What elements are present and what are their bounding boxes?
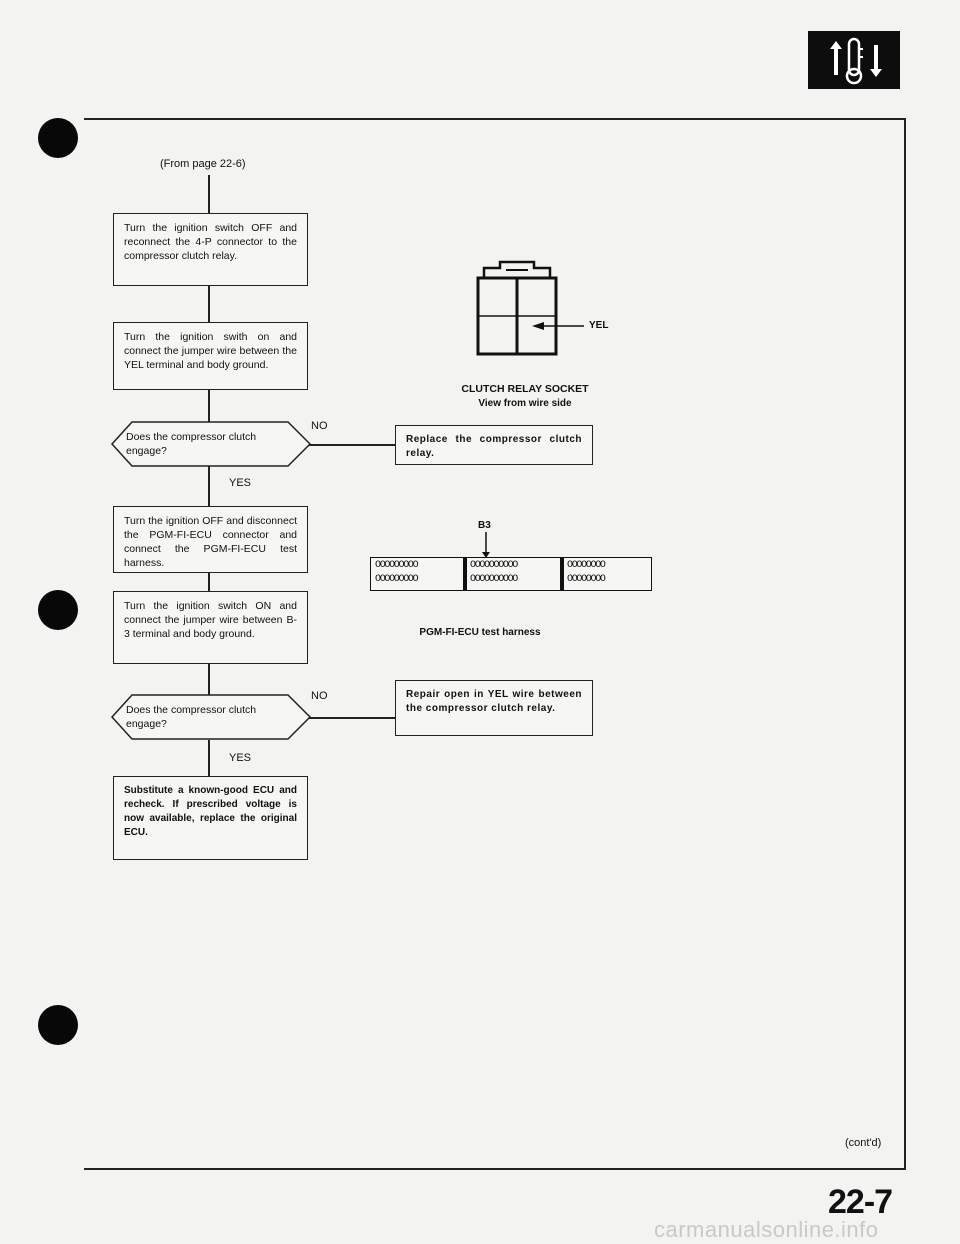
terminal-pointer xyxy=(480,532,492,558)
relay-socket-caption-sub: View from wire side xyxy=(478,398,572,409)
watermark: carmanualsonline.info xyxy=(654,1217,879,1242)
connector xyxy=(208,664,210,695)
pin-group: OOOOOOOOOO xyxy=(470,560,518,571)
punch-hole-top xyxy=(38,118,78,158)
frame-bottom-rule xyxy=(84,1168,906,1170)
pin-group: OOOOOOOOO xyxy=(375,574,418,585)
pin-group: OOOOOOOOO xyxy=(375,560,418,571)
connector xyxy=(208,466,210,506)
connector xyxy=(208,175,210,213)
wire-label-yel: YEL xyxy=(589,320,609,331)
relay-socket-caption: CLUTCH RELAY SOCKET xyxy=(461,383,589,395)
frame-right-rule xyxy=(904,118,906,1168)
no-label: NO xyxy=(311,420,328,432)
yes-label: YES xyxy=(229,752,252,764)
terminal-label-b3: B3 xyxy=(478,520,491,531)
connector xyxy=(208,286,210,322)
clutch-relay-socket-diagram xyxy=(470,258,610,358)
action-box: Replace the compressor clutch relay. xyxy=(395,425,593,465)
step-box: Turn the ignition swith on and connect the jumper wire between the YEL terminal and body ground. xyxy=(113,322,308,390)
decision-text: Does the compressor clutch engage? xyxy=(126,431,257,457)
continued-note: (cont'd) xyxy=(845,1137,882,1149)
pin-group: OOOOOOOO xyxy=(567,574,605,585)
page-number: 22-7 xyxy=(828,1183,893,1221)
pin-row xyxy=(371,574,651,588)
pin-group: OOOOOOOOOO xyxy=(470,574,518,585)
decision-text: Does the compressor clutch engage? xyxy=(126,704,257,730)
frame-top-rule xyxy=(84,118,906,120)
pin-group: OOOOOOOO xyxy=(567,560,605,571)
thermometer-arrows-icon xyxy=(808,31,900,89)
step-box: Turn the ignition switch OFF and reconnect the 4-P connector to the compressor clutch relay. xyxy=(113,213,308,286)
pin-row xyxy=(371,560,651,574)
ecu-test-harness-connector xyxy=(370,557,652,591)
step-box: Turn the ignition OFF and disconnect the PGM-FI-ECU connector and connect the PGM-FI-ECU test harness. xyxy=(113,506,308,573)
connector xyxy=(308,444,395,446)
no-label: NO xyxy=(311,690,328,702)
connector xyxy=(208,740,210,776)
connector xyxy=(208,573,210,591)
from-page-ref: (From page 22-6) xyxy=(160,158,246,170)
step-box: Substitute a known-good ECU and recheck. If prescribed voltage is now available, replace the original ECU. xyxy=(113,776,308,860)
connector xyxy=(208,390,210,422)
punch-hole-bottom xyxy=(38,1005,78,1045)
connector xyxy=(308,717,395,719)
action-box: Repair open in YEL wire between the compressor clutch relay. xyxy=(395,680,593,736)
test-harness-caption: PGM-FI-ECU test harness xyxy=(419,627,541,638)
step-box: Turn the ignition switch ON and connect the jumper wire between B-3 terminal and body ground. xyxy=(113,591,308,664)
yes-label: YES xyxy=(229,477,252,489)
punch-hole-middle xyxy=(38,590,78,630)
